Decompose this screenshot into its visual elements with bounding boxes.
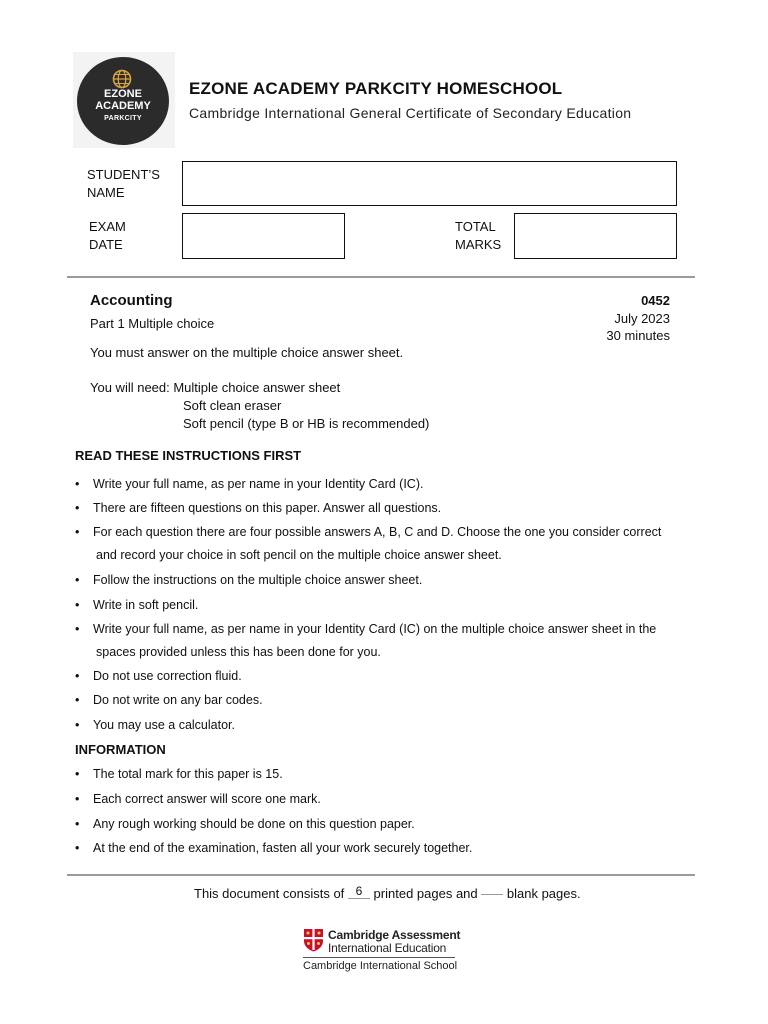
instruction-continuation: spaces provided unless this has been done for you. [96,645,381,659]
instruction-text: You may use a calculator. [93,718,235,732]
bullet: • [75,501,80,515]
student-name-label [87,166,160,202]
total-marks-label-line2: MARKS [455,237,502,252]
bullet: • [75,669,80,683]
page-count-text-end: blank pages. [506,886,581,901]
bullet: • [75,841,80,855]
logo-text-ezone: EZONE [104,88,142,100]
bullet: • [75,477,80,491]
instructions-heading: READ THESE INSTRUCTIONS FIRST [75,448,302,463]
exam-date-label-line1: EXAM [89,219,126,234]
blank-pages-count [481,894,503,895]
divider-bottom [67,874,695,876]
answer-note: You must answer on the multiple choice answer sheet. [90,345,404,360]
exam-date-field[interactable] [182,213,345,259]
instruction-text: There are fifteen questions on this paper. Answer all questions. [93,501,442,515]
divider-top [67,276,695,278]
materials-needed: You will need: Multiple choice answer sheet [90,380,341,395]
logo-text-academy: ACADEMY [95,100,151,112]
bullet: • [75,817,80,831]
cambridge-school-label: Cambridge International School [303,960,458,972]
total-marks-field[interactable] [514,213,677,259]
instruction-text: For each question there are four possible answers A, B, C and D. Choose the one you consider correct [93,525,662,539]
qualification-subtitle: Cambridge International General Certificate of Secondary Education [189,105,632,121]
bullet: • [75,767,80,781]
information-text: Each correct answer will score one mark. [93,792,321,806]
material-item: Soft pencil (type B or HB is recommended) [183,416,430,431]
logo-text-parkcity: PARKCITY [104,115,142,122]
paper-part: Part 1 Multiple choice [90,316,215,331]
page-count-note [194,886,581,902]
bullet: • [75,598,80,612]
page-count-text-start: This document consists of [194,886,345,901]
instruction-continuation: and record your choice in soft pencil on the multiple choice answer sheet. [96,548,502,562]
syllabus-code: 0452 [641,293,670,308]
information-text: Any rough working should be done on this question paper. [93,817,415,831]
instruction-text: Write your full name, as per name in your Identity Card (IC). [93,477,424,491]
exam-date-label [89,218,126,254]
cambridge-name-line1: Cambridge Assessment [328,928,461,942]
bullet: • [75,573,80,587]
page-count-text-middle: printed pages and [373,886,478,901]
bullet: • [75,525,80,539]
exam-date-label-line2: DATE [89,237,123,252]
school-name: EZONE ACADEMY PARKCITY HOMESCHOOL [189,79,563,98]
information-heading: INFORMATION [75,742,166,757]
exam-duration: 30 minutes [606,328,670,343]
student-name-label-line1: STUDENT’S [87,167,160,182]
instruction-text: Follow the instructions on the multiple choice answer sheet. [93,573,423,587]
instruction-text: Do not write on any bar codes. [93,693,263,707]
cambridge-divider [303,957,455,958]
cambridge-name-line2: International Education [328,941,447,955]
bullet: • [75,718,80,732]
instruction-text: Do not use correction fluid. [93,669,242,683]
information-text: At the end of the examination, fasten all your work securely together. [93,841,473,855]
total-marks-label-line1: TOTAL [455,219,496,234]
printed-pages-count: 6 [348,884,370,899]
bullet: • [75,792,80,806]
instruction-text: Write your full name, as per name in your Identity Card (IC) on the multiple choice answer sheet in the [93,622,657,636]
school-logo [77,57,169,145]
student-name-field[interactable] [182,161,677,206]
exam-session: July 2023 [614,311,670,326]
globe-icon [112,69,132,89]
subject-title: Accounting [90,292,173,309]
bullet: • [75,693,80,707]
bullet: • [75,622,80,636]
cambridge-shield-icon [303,928,324,952]
student-name-label-line2: NAME [87,185,125,200]
information-text: The total mark for this paper is 15. [93,767,283,781]
total-marks-label [455,218,501,254]
material-item: Soft clean eraser [183,398,282,413]
instruction-text: Write in soft pencil. [93,598,199,612]
